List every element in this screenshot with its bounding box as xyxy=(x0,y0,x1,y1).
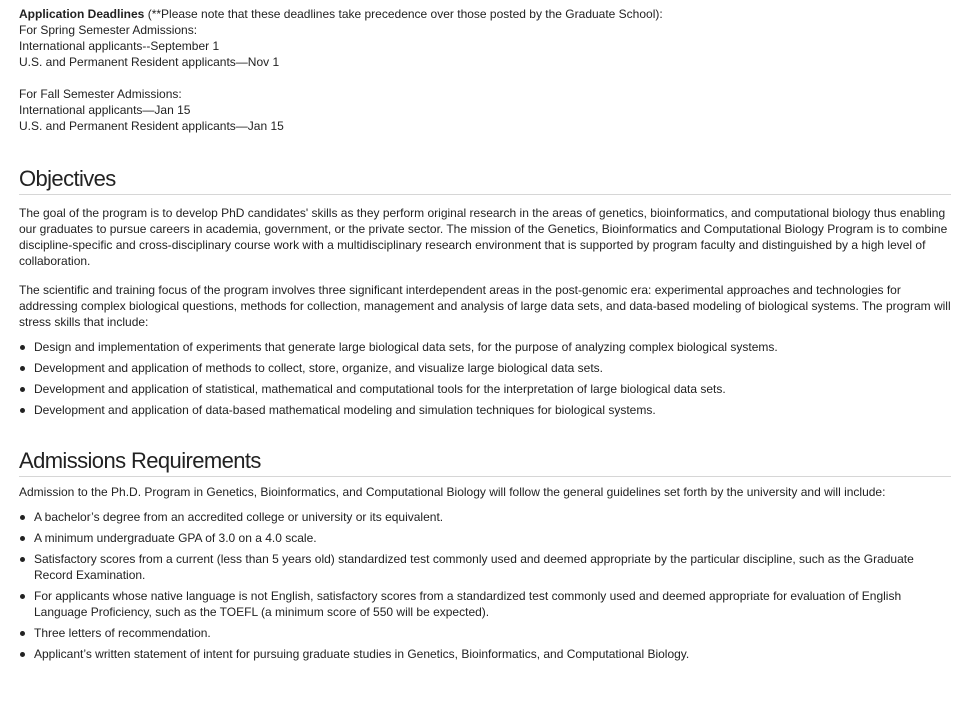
application-deadlines xyxy=(19,6,951,134)
deadlines-title: Application Deadlines xyxy=(19,7,145,21)
list-item: A bachelor’s degree from an accredited college or university or its equivalent. xyxy=(34,509,951,525)
objectives-heading: Objectives xyxy=(19,166,951,195)
fall-heading: For Fall Semester Admissions: xyxy=(19,87,182,101)
list-item: A minimum undergraduate GPA of 3.0 on a 4.0 scale. xyxy=(34,530,951,546)
spring-heading: For Spring Semester Admissions: xyxy=(19,23,198,37)
admissions-requirements-list xyxy=(19,509,951,662)
spring-international-deadline: International applicants--September 1 xyxy=(19,39,220,53)
list-item: Applicant’s written statement of intent for pursuing graduate studies in Genetics, Bioinformatics, and Computational Biology. xyxy=(34,646,951,662)
deadlines-title-line xyxy=(19,6,951,22)
deadlines-note: (**Please note that these deadlines take precedence over those posted by the Graduate School): xyxy=(144,7,663,21)
admissions-requirements-heading: Admissions Requirements xyxy=(19,448,951,477)
list-item: Development and application of methods to collect, store, organize, and visualize large biological data sets. xyxy=(34,360,951,376)
list-item: Three letters of recommendation. xyxy=(34,625,951,641)
list-item: For applicants whose native language is not English, satisfactory scores from a standardized test commonly used and deemed appropriate for evaluation of English Language Proficiency, such as the TOEFL (a minimum score of 550 will be expected). xyxy=(34,588,951,620)
admissions-intro-paragraph: Admission to the Ph.D. Program in Genetics, Bioinformatics, and Computational Biology will follow the general guidelines set forth by the university and will include: xyxy=(19,485,886,499)
fall-us-deadline: U.S. and Permanent Resident applicants—Jan 15 xyxy=(19,119,284,133)
objectives-skills-list xyxy=(19,339,951,418)
list-item: Design and implementation of experiments that generate large biological data sets, for the purpose of analyzing complex biological systems. xyxy=(34,339,951,355)
objectives-paragraph-goal: The goal of the program is to develop PhD candidates' skills as they perform original research in the areas of genetics, bioinformatics, and computational biology thus enabling our graduates to pursue careers in academia, government, or the private sector. The mission of the Genetics, Bioinformatics and Computational Biology Program is to combine discipline-specific and cross-disciplinary course work with a multidisciplinary research environment that is supported by program faculty and distinguished by a high level of collaboration. xyxy=(19,206,948,268)
list-item: Development and application of data-based mathematical modeling and simulation techniques for biological systems. xyxy=(34,402,951,418)
deadlines-spacer xyxy=(19,70,951,86)
list-item: Satisfactory scores from a current (less than 5 years old) standardized test commonly used and deemed appropriate by the particular discipline, such as the Graduate Record Examination. xyxy=(34,551,951,583)
fall-international-deadline: International applicants—Jan 15 xyxy=(19,103,191,117)
spring-us-deadline: U.S. and Permanent Resident applicants—Nov 1 xyxy=(19,55,280,69)
list-item: Development and application of statistical, mathematical and computational tools for the interpretation of large biological data sets. xyxy=(34,381,951,397)
objectives-paragraph-focus: The scientific and training focus of the program involves three significant interdependent areas in the post-genomic era: experimental approaches and technologies for addressing complex biological questions, methods for collection, management and analysis of large data sets, and data-based modeling of biological systems. The program will stress skills that include: xyxy=(19,283,951,329)
